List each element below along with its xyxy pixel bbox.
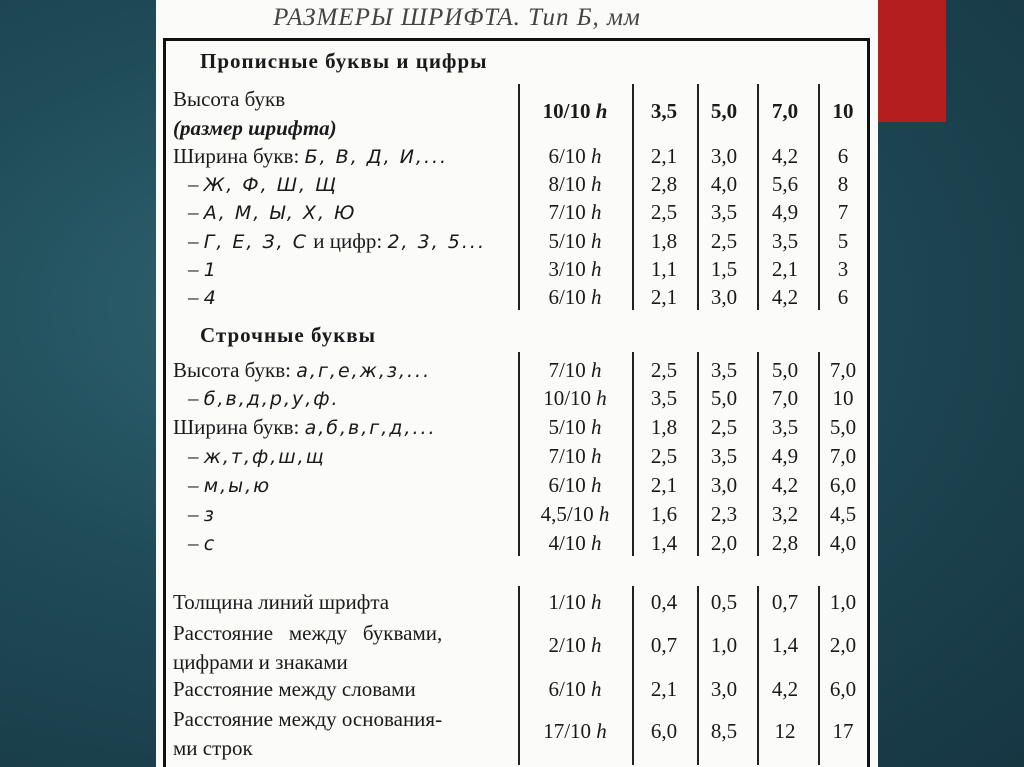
row-letters: Ж, Ф, Ш, Щ [203,174,338,196]
spacing-row-label: Расстояние между основания- [173,707,443,731]
column-separator [518,84,520,310]
section-upper-title: Прописные буквы и цифры [200,49,488,73]
lower-row-2-value-3: 3,5 [771,415,799,439]
row-prefix: – [188,386,204,410]
lower-row-0-value-2: 3,5 [710,358,738,382]
row-prefix: – [188,531,204,555]
section-lower-title: Строчные буквы [200,323,377,347]
lower-row-6-value-2: 2,0 [710,531,738,555]
row-letters: 4 [203,287,218,309]
upper-row-4-value-4: 3 [837,257,849,281]
lower-row-label [173,357,431,384]
lower-row-5-value-2: 2,3 [710,502,738,526]
upper-row-1-value-0: 8/10 h [548,172,602,196]
lower-row-label [188,443,326,470]
row-letters: А, М, Ы, Х, Ю [203,202,357,224]
spacing-row-0-value-3: 0,7 [771,590,799,614]
spacing-row-2-value-1: 2,1 [650,677,678,701]
upper-row-3-value-1: 1,8 [650,229,678,253]
upper-row-5-value-0: 6/10 h [548,285,602,309]
upper-row-1-value-3: 5,6 [771,172,799,196]
lower-row-4-value-4: 6,0 [829,473,857,497]
lower-row-5-value-0: 4,5/10 h [540,502,610,526]
spacing-row-label-cont: ми строк [173,736,253,760]
lower-row-6-value-4: 4,0 [829,531,857,555]
lower-row-3-value-2: 3,5 [710,444,738,468]
lower-row-4-value-3: 4,2 [771,473,799,497]
lower-row-5-value-4: 4,5 [829,502,857,526]
lower-row-2-value-2: 2,5 [710,415,738,439]
lower-row-1-value-3: 7,0 [771,386,799,410]
upper-row-label [188,199,357,226]
red-accent-block [870,0,946,122]
upper-row-label [173,143,448,170]
lower-row-label [188,501,216,528]
lower-row-1-value-4: 10 [832,386,854,410]
lower-row-4-value-1: 2,1 [650,473,678,497]
spacing-row-1-value-4: 2,0 [829,633,857,657]
column-separator [632,84,634,310]
spacing-row-0-value-4: 1,0 [829,590,857,614]
row-prefix: – [188,229,204,253]
lower-row-3-value-1: 2,5 [650,444,678,468]
row-prefix: Высота букв: [173,358,297,382]
lower-row-1-value-2: 5,0 [710,386,738,410]
column-separator [632,586,634,765]
lower-row-2-value-0: 5/10 h [548,415,602,439]
lower-row-4-value-2: 3,0 [710,473,738,497]
spacing-row-2-value-4: 6,0 [829,677,857,701]
upper-row-label [188,284,218,311]
spacing-row-1-value-0: 2/10 h [548,633,602,657]
upper-row-3-value-2: 2,5 [710,229,738,253]
spacing-row-label: Расстояние между буквами, [173,621,443,645]
lower-row-label [188,530,216,557]
upper-height-sub: (размер шрифта) [173,116,337,140]
spacing-row-0-value-2: 0,5 [710,590,738,614]
upper-height-value-0: 10/10 h [542,99,608,123]
upper-row-3-value-3: 3,5 [771,229,799,253]
spacing-row-2-value-0: 6/10 h [548,677,602,701]
spacing-row-0-value-0: 1/10 h [548,590,602,614]
spacing-row-2-value-2: 3,0 [710,677,738,701]
lower-row-6-value-3: 2,8 [771,531,799,555]
row-prefix: – [188,172,204,196]
upper-row-4-value-2: 1,5 [710,257,738,281]
lower-row-0-value-0: 7/10 h [548,358,602,382]
upper-row-0-value-1: 2,1 [650,144,678,168]
row-prefix: – [188,257,204,281]
upper-height-value-2: 5,0 [710,99,738,123]
lower-row-0-value-3: 5,0 [771,358,799,382]
spacing-row-3-value-1: 6,0 [650,719,678,743]
upper-row-5-value-1: 2,1 [650,285,678,309]
upper-row-0-value-3: 4,2 [771,144,799,168]
upper-row-4-value-1: 1,1 [650,257,678,281]
lower-row-2-value-1: 1,8 [650,415,678,439]
lower-row-6-value-0: 4/10 h [548,531,602,555]
spacing-row-label: Расстояние между словами [173,677,416,701]
upper-height-value-1: 3,5 [650,99,678,123]
row-prefix: Ширина букв: [173,144,305,168]
row-letters: а,г,е,ж,з,... [296,360,432,382]
upper-height-value-4: 10 [832,99,854,123]
upper-row-4-value-0: 3/10 h [548,257,602,281]
upper-row-0-value-0: 6/10 h [548,144,602,168]
lower-row-3-value-3: 4,9 [771,444,799,468]
upper-row-label [188,256,218,283]
upper-row-label [188,171,338,198]
spacing-row-3-value-4: 17 [832,719,854,743]
row-prefix: – [188,200,204,224]
upper-row-3-value-0: 5/10 h [548,229,602,253]
upper-row-2-value-3: 4,9 [771,200,799,224]
upper-row-2-value-4: 7 [837,200,849,224]
column-separator [518,586,520,765]
upper-row-2-value-2: 3,5 [710,200,738,224]
spacing-row-2-value-3: 4,2 [771,677,799,701]
upper-row-1-value-2: 4,0 [710,172,738,196]
upper-row-1-value-1: 2,8 [650,172,678,196]
lower-row-4-value-0: 6/10 h [548,473,602,497]
lower-row-2-value-4: 5,0 [829,415,857,439]
spacing-row-label-cont: цифрами и знаками [173,650,348,674]
row-letters: а,б,в,г,д,... [304,417,437,439]
row-letters: м,ы,ю [203,475,272,497]
upper-row-2-value-1: 2,5 [650,200,678,224]
upper-row-4-value-3: 2,1 [771,257,799,281]
spacing-row-3-value-3: 12 [774,719,796,743]
row-prefix: – [188,473,204,497]
upper-row-2-value-0: 7/10 h [548,200,602,224]
lower-row-0-value-4: 7,0 [829,358,857,382]
column-separator [518,352,520,556]
lower-row-label [173,414,437,441]
lower-row-3-value-4: 7,0 [829,444,857,468]
lower-row-label [188,385,340,412]
upper-row-label [188,228,486,255]
page-title: РАЗМЕРЫ ШРИФТА. Тип Б, мм [273,4,641,31]
row-prefix: – [188,502,204,526]
upper-row-3-value-4: 5 [837,229,849,253]
spacing-row-3-value-2: 8,5 [710,719,738,743]
column-separator [632,352,634,556]
row-digits: 2, 3, 5... [387,231,486,253]
spacing-row-1-value-1: 0,7 [650,633,678,657]
spacing-row-1-value-3: 1,4 [771,633,799,657]
upper-row-0-value-2: 3,0 [710,144,738,168]
row-letters: б,в,д,р,у,ф. [203,388,340,410]
lower-row-6-value-1: 1,4 [650,531,678,555]
upper-height-value-3: 7,0 [771,99,799,123]
lower-row-1-value-0: 10/10 h [543,386,607,410]
row-letters: 1 [203,259,218,281]
row-letters: с [203,533,217,555]
row-letters: Г, Е, З, С [203,231,309,253]
row-letters: з [203,504,216,526]
lower-row-3-value-0: 7/10 h [548,444,602,468]
row-letters: ж,т,ф,ш,щ [203,446,326,468]
lower-row-label [188,472,271,499]
lower-row-1-value-1: 3,5 [650,386,678,410]
spacing-row-3-value-0: 17/10 h [543,719,607,743]
upper-height-label: Высота букв [173,87,286,111]
spacing-row-0-value-1: 0,4 [650,590,678,614]
row-letters: Б, В, Д, И,... [304,146,449,168]
upper-row-0-value-4: 6 [837,144,849,168]
upper-row-1-value-4: 8 [837,172,849,196]
lower-row-5-value-1: 1,6 [650,502,678,526]
spacing-row-1-value-2: 1,0 [710,633,738,657]
lower-row-0-value-1: 2,5 [650,358,678,382]
row-prefix: – [188,444,204,468]
lower-row-5-value-3: 3,2 [771,502,799,526]
upper-row-5-value-4: 6 [837,285,849,309]
row-prefix: – [188,285,204,309]
row-prefix: Ширина букв: [173,415,305,439]
spacing-row-label: Толщина линий шрифта [173,590,390,614]
upper-row-5-value-2: 3,0 [710,285,738,309]
row-suffix: и цифр: [308,229,388,253]
upper-row-5-value-3: 4,2 [771,285,799,309]
